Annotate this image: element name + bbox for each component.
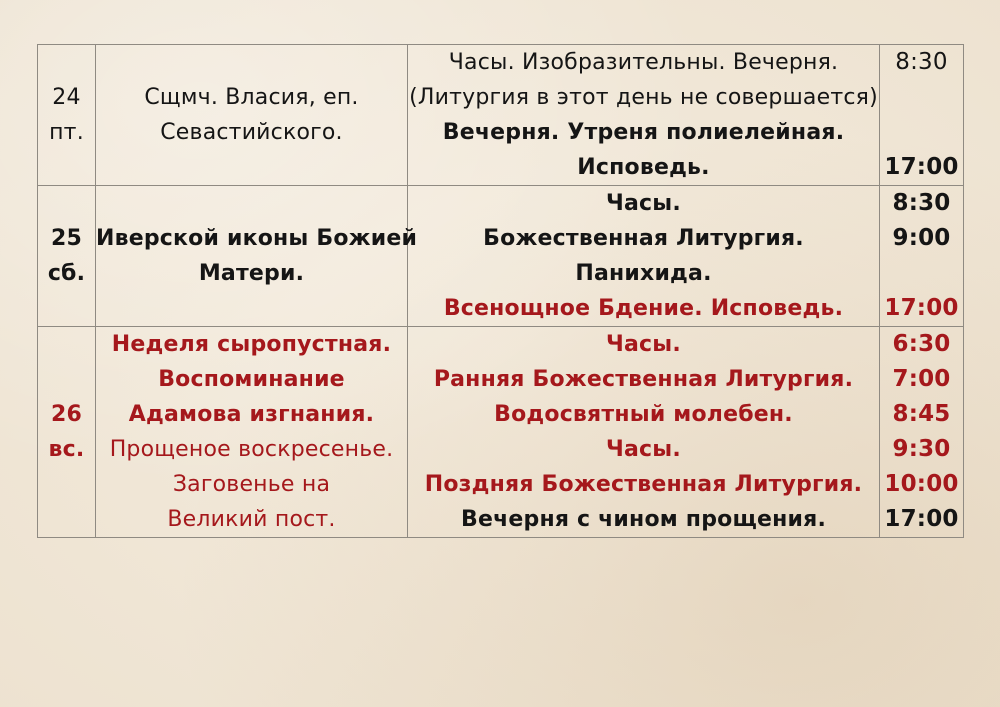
feast-line: Воспоминание — [158, 367, 345, 392]
time-line: 17:00 — [884, 154, 959, 180]
feast-line: Адамова изгнания. — [128, 402, 375, 427]
service-line: Водосвятный молебен. — [494, 402, 793, 427]
schedule-row — [38, 45, 964, 186]
day-line: 26 — [50, 402, 82, 427]
day-line: 24 — [52, 85, 81, 110]
day-cell — [38, 45, 96, 186]
day-line: вс. — [48, 437, 85, 462]
services-cell — [408, 45, 880, 186]
time-line: 9:00 — [892, 225, 951, 251]
feast-line: Прощеное воскресенье. — [109, 437, 394, 462]
feast-line: Заговенье на — [172, 472, 331, 497]
feast-line: Сщмч. Власия, еп. — [144, 85, 359, 110]
service-line: Вечерня. Утреня полиелейная. — [442, 120, 845, 145]
service-line: Всенощное Бдение. Исповедь. — [443, 296, 844, 321]
service-line: Часы. Изобразительны. Вечерня. — [448, 50, 839, 75]
service-line: Часы. — [606, 332, 681, 357]
time-line: 7:00 — [892, 366, 951, 392]
feast-line: Великий пост. — [167, 507, 336, 532]
feast-cell — [96, 45, 408, 186]
time-line: 6:30 — [892, 331, 951, 357]
times-cell — [880, 45, 964, 186]
service-line: Часы. — [606, 191, 681, 216]
time-line: 17:00 — [884, 506, 959, 532]
schedule-body — [38, 45, 964, 538]
feast-line: Матери. — [198, 261, 305, 286]
day-cell — [38, 327, 96, 538]
service-line: Вечерня с чином прощения. — [460, 507, 827, 532]
feast-cell — [96, 186, 418, 327]
time-line: 10:00 — [884, 471, 959, 497]
service-line: Панихида. — [575, 261, 712, 286]
times-cell — [880, 186, 964, 327]
services-cell — [408, 327, 880, 538]
schedule-row — [38, 186, 964, 327]
time-line: 17:00 — [884, 295, 959, 321]
day-cell — [38, 186, 96, 327]
feast-line: Неделя сыропустная. — [111, 332, 392, 357]
feast-line: Севастийского. — [160, 120, 343, 145]
time-line: 9:30 — [892, 436, 951, 462]
service-line: Ранняя Божественная Литургия. — [433, 367, 854, 392]
schedule-table — [37, 44, 964, 538]
day-line: 25 — [50, 226, 82, 251]
time-line: 8:30 — [892, 190, 951, 216]
feast-line: Иверской иконы Божией — [96, 226, 418, 251]
time-line — [880, 115, 963, 150]
service-line: Божественная Литургия. — [483, 226, 804, 251]
service-line: Часы. — [606, 437, 681, 462]
services-cell — [408, 186, 880, 327]
times-cell — [880, 327, 964, 538]
service-line: (Литургия в этот день не совершается) — [409, 85, 878, 110]
service-line: Поздняя Божественная Литургия. — [424, 472, 863, 497]
time-line: 8:45 — [892, 401, 951, 427]
feast-cell — [96, 327, 408, 538]
time-line — [880, 80, 963, 115]
schedule-row — [38, 327, 964, 538]
time-line — [880, 256, 963, 291]
day-line: сб. — [47, 261, 86, 286]
day-line: пт. — [49, 120, 84, 145]
time-line: 8:30 — [895, 49, 948, 75]
service-line: Исповедь. — [577, 155, 710, 180]
